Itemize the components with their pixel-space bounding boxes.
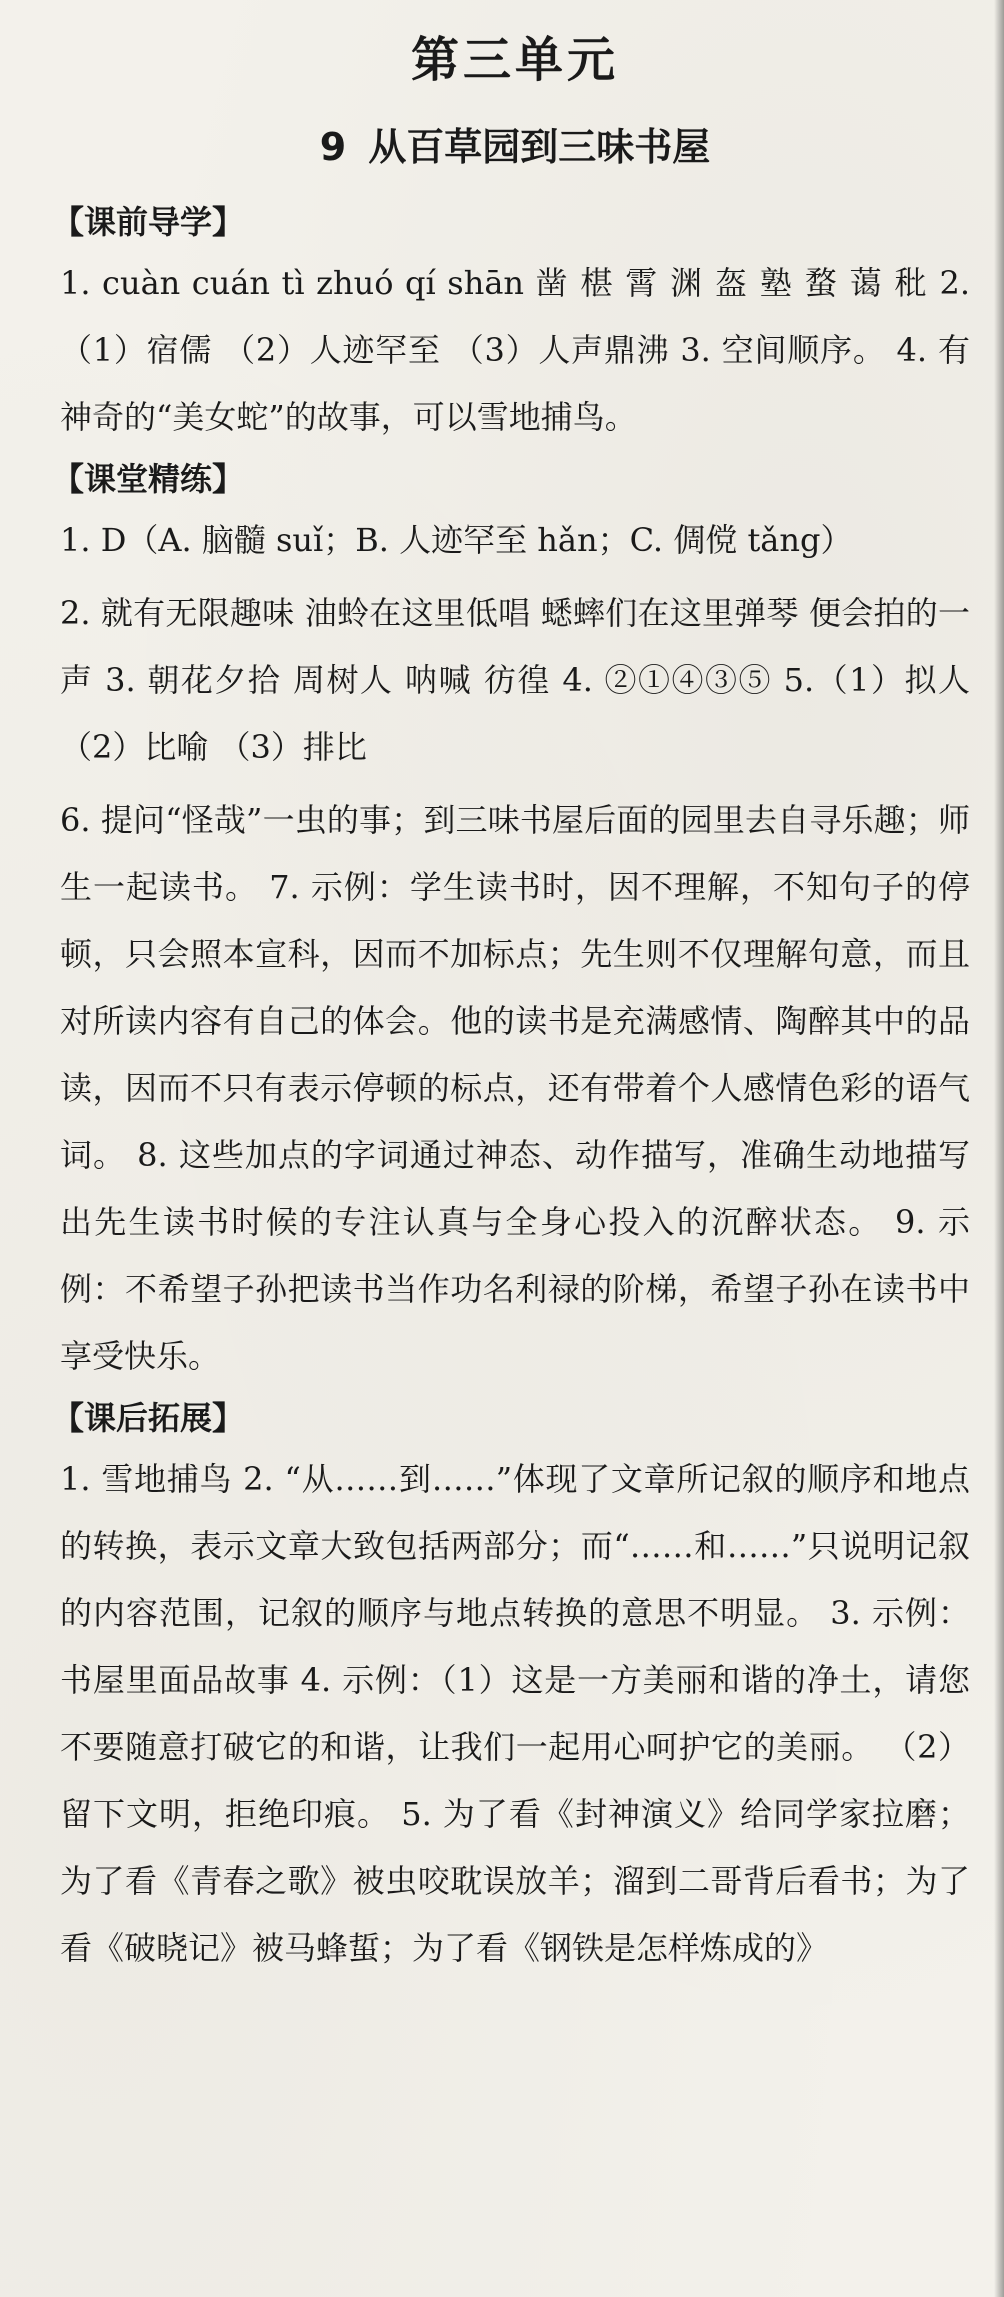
section-pre-class	[52, 200, 970, 451]
answer-paragraph: 2. 就有无限趣味 油蛉在这里低唱 蟋蟀们在这里弹琴 便会拍的一声 3. 朝花夕拾 周树人 呐喊 彷徨 4. ②①④③⑤ 5.（1）拟人 （2）比喻 （3）排比	[60, 594, 970, 766]
answer-paragraph: 6. 提问“怪哉”一虫的事；到三味书屋后面的园里去自寻乐趣；师生一起读书。 7. 示例：学生读书时，因不理解，不知句子的停顿，只会照本宣科，因而不加标点；先生则不仅理解句意，而且对所读内容有自己的体会。他的读书是充满感情、陶醉其中的品读，因而不只有表示停顿的标点，还有带着个人感情色彩的语气词。 8. 这些加点的字词通过神态、动作描写，准确生动地描写出先生读书时候的专注认真与全身心投入的沉醉状态。 9. 示例：不希望子孙把读书当作功名利禄的阶梯，希望子孙在读书中享受快乐。	[60, 801, 970, 1375]
lesson-name: 从百草园到三味书屋	[368, 125, 711, 169]
section-in-class	[52, 457, 970, 1390]
unit-title: 第三单元	[410, 32, 619, 88]
section-heading: 【课前导学】	[52, 203, 245, 241]
answer-paragraph: 1. 雪地捕鸟 2. “从……到……”体现了文章所记叙的顺序和地点的转换，表示文章大致包括两部分；而“……和……”只说明记叙的内容范围，记叙的顺序与地点转换的意思不明显。 3. 示例：书屋里面品故事 4. 示例：（1）这是一方美丽和谐的净土，请您不要随意打破它的和谐，让我们一起用心呵护它的美丽。 （2）留下文明，拒绝印痕。 5. 为了看《封神演义》给同学家拉磨；为了看《青春之歌》被虫咬耽误放羊；溜到二哥背后看书；为了看《破晓记》被马蜂蜇；为了看《钢铁是怎样炼成的》	[60, 1460, 970, 1967]
section-after-class	[52, 1396, 970, 1982]
lesson-title	[60, 122, 970, 172]
section-heading: 【课堂精练】	[52, 460, 245, 498]
lesson-number: 9	[319, 125, 347, 169]
page-edge-shadow	[994, 0, 1004, 2297]
answer-paragraph: 1. D（A. 脑髓 suǐ；B. 人迹罕至 hǎn；C. 倜傥 tǎng）	[60, 521, 853, 559]
section-heading: 【课后拓展】	[52, 1399, 245, 1437]
answer-paragraph: 1. cuàn cuán tì zhuó qí shān 凿 椹 霄 渊 盔 塾 蝥 蔼 秕 2.（1）宿儒 （2）人迹罕至 （3）人声鼎沸 3. 空间顺序。 4. 有神奇的“美女蛇”的故事，可以雪地捕鸟。	[60, 264, 970, 436]
